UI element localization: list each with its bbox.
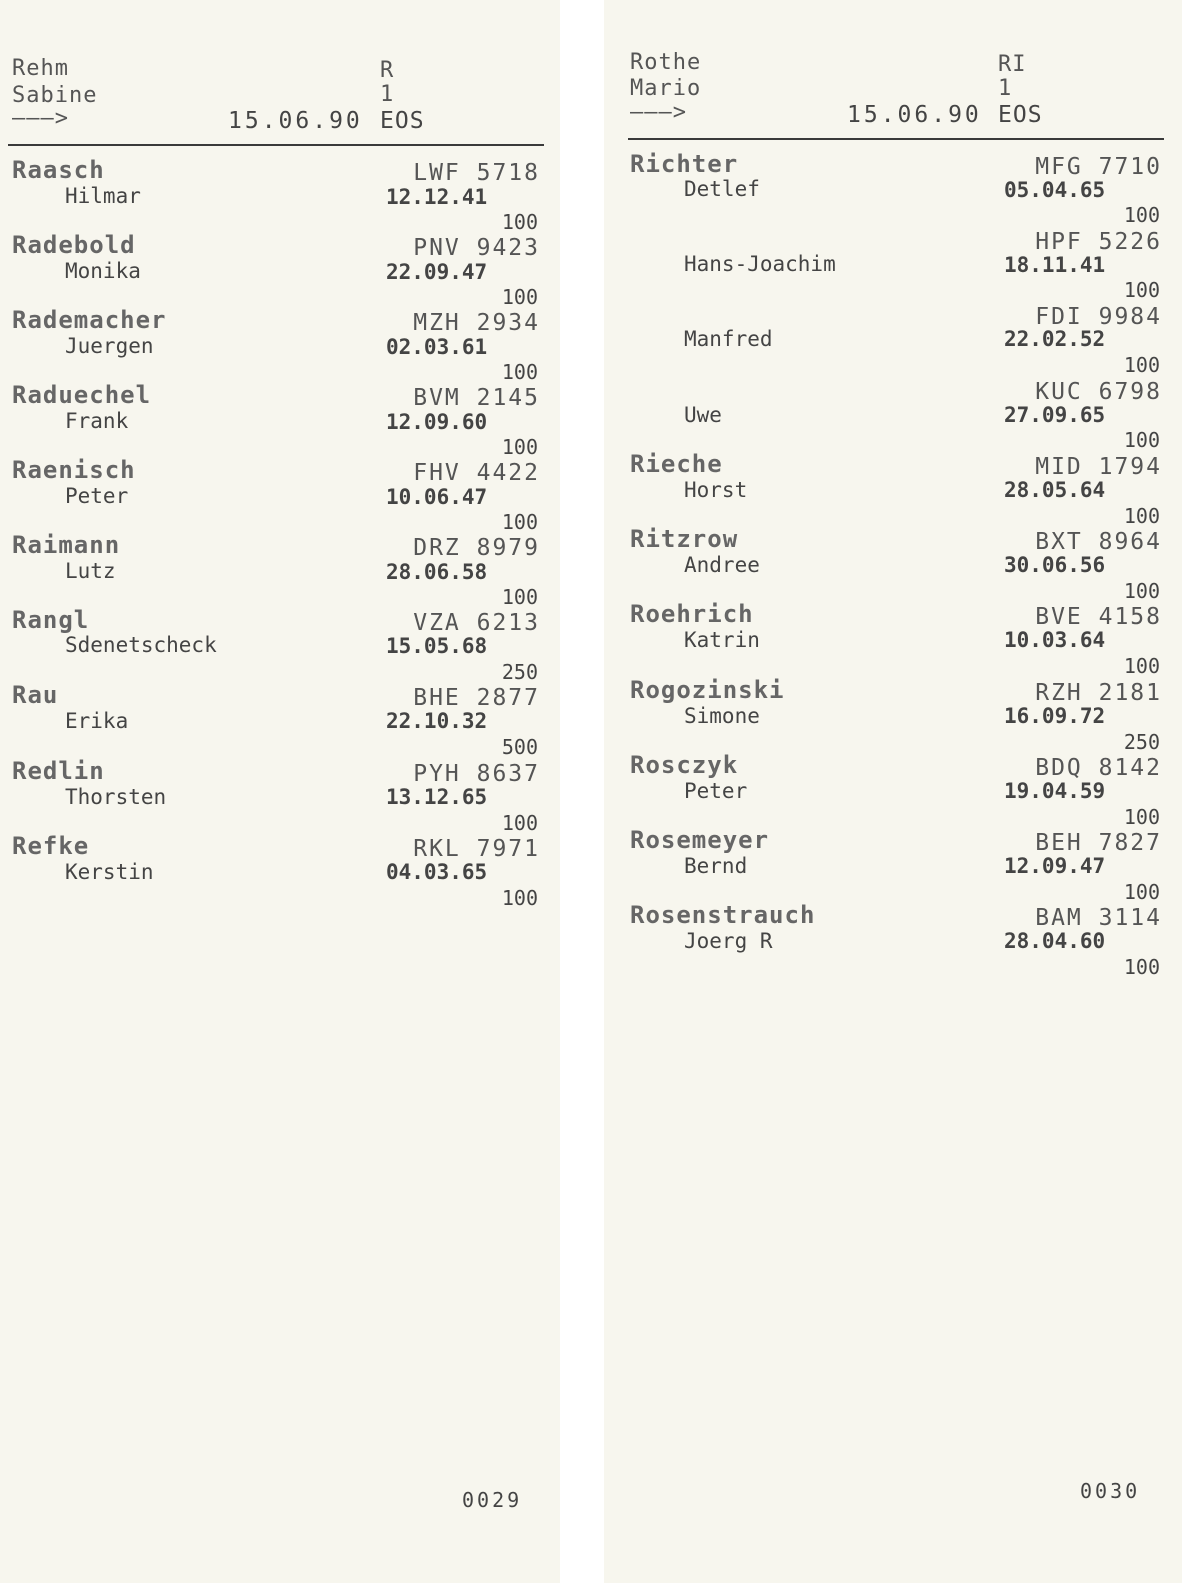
header-rule — [8, 144, 544, 146]
entry-firstname: Hilmar — [65, 184, 141, 208]
entry-code: RKL 7971 — [413, 836, 540, 862]
entry-code: VZA 6213 — [413, 610, 540, 636]
entry-surname: Raasch — [12, 156, 105, 184]
entry-dob: 02.03.61 — [386, 335, 488, 359]
header-school: EOS — [998, 102, 1043, 128]
entry-amount: 100 — [1123, 805, 1160, 829]
header-arrow: ———> — [12, 106, 69, 131]
entry-firstname: Andree — [684, 553, 760, 577]
entry-amount: 100 — [1123, 203, 1160, 227]
sheet-right — [604, 0, 1182, 1583]
entry-surname: Ritzrow — [630, 525, 739, 553]
entry-dob: 04.03.65 — [386, 860, 488, 884]
entry-firstname: Simone — [684, 704, 760, 728]
entry-amount: 100 — [501, 285, 538, 309]
entry-dob: 22.10.32 — [386, 709, 488, 733]
entry-surname: Rogozinski — [630, 676, 785, 704]
entry-code: BXT 8964 — [1035, 529, 1162, 555]
header-surname: Rothe — [630, 50, 702, 75]
entry-surname: Raimann — [12, 531, 121, 559]
entry-amount: 100 — [1123, 353, 1160, 377]
entry-dob: 19.04.59 — [1004, 779, 1106, 803]
entry-code: BEH 7827 — [1035, 830, 1162, 856]
entry-code: RZH 2181 — [1035, 680, 1162, 706]
entry-code: BHE 2877 — [413, 685, 540, 711]
entry-code: PNV 9423 — [413, 235, 540, 261]
entry-firstname: Juergen — [65, 334, 154, 358]
header-code: R — [380, 58, 395, 83]
header-number: 1 — [998, 76, 1013, 101]
header-code: RI — [998, 52, 1027, 77]
entry-firstname: Uwe — [684, 403, 722, 427]
entry-dob: 28.05.64 — [1004, 478, 1106, 502]
entry-surname: Rangl — [12, 606, 90, 634]
entry-surname: Redlin — [12, 757, 105, 785]
entry-code: DRZ 8979 — [413, 535, 540, 561]
entry-firstname: Horst — [684, 478, 748, 502]
entry-dob: 22.02.52 — [1004, 327, 1106, 351]
entry-amount: 100 — [501, 886, 538, 910]
header-date: 15.06.90 — [228, 108, 363, 134]
page-number: 0029 — [462, 1488, 523, 1512]
header-number: 1 — [380, 82, 395, 107]
entry-amount: 100 — [1123, 278, 1160, 302]
entry-code: BVE 4158 — [1035, 604, 1162, 630]
entry-amount: 100 — [1123, 880, 1160, 904]
entry-surname: Rieche — [630, 450, 723, 478]
entry-dob: 12.09.60 — [386, 410, 488, 434]
entry-amount: 100 — [501, 585, 538, 609]
entry-amount: 100 — [501, 435, 538, 459]
entry-code: BDQ 8142 — [1035, 755, 1162, 781]
entry-dob: 28.06.58 — [386, 560, 488, 584]
entry-dob: 15.05.68 — [386, 634, 488, 658]
entry-amount: 500 — [501, 735, 538, 759]
entry-firstname: Peter — [684, 779, 748, 803]
entry-dob: 05.04.65 — [1004, 178, 1106, 202]
entry-amount: 100 — [1123, 654, 1160, 678]
entry-firstname: Bernd — [684, 854, 748, 878]
entry-code: MZH 2934 — [413, 310, 540, 336]
entry-code: MFG 7710 — [1035, 154, 1162, 180]
header-arrow: ———> — [630, 100, 687, 125]
entry-dob: 22.09.47 — [386, 260, 488, 284]
entry-dob: 16.09.72 — [1004, 704, 1106, 728]
entry-dob: 27.09.65 — [1004, 403, 1106, 427]
entry-amount: 250 — [1123, 730, 1160, 754]
page-number: 0030 — [1080, 1479, 1141, 1503]
entry-surname: Roehrich — [630, 600, 754, 628]
entry-code: BVM 2145 — [413, 385, 540, 411]
entry-dob: 12.12.41 — [386, 185, 488, 209]
entry-firstname: Joerg R — [684, 929, 773, 953]
entry-surname: Rosemeyer — [630, 826, 770, 854]
entry-surname: Richter — [630, 150, 739, 178]
entry-firstname: Detlef — [684, 177, 760, 201]
entry-dob: 12.09.47 — [1004, 854, 1106, 878]
entry-dob: 28.04.60 — [1004, 929, 1106, 953]
entry-amount: 100 — [1123, 504, 1160, 528]
entry-firstname: Frank — [65, 409, 129, 433]
entry-dob: 30.06.56 — [1004, 553, 1106, 577]
entry-firstname: Peter — [65, 484, 129, 508]
entry-surname: Rosczyk — [630, 751, 739, 779]
entry-dob: 13.12.65 — [386, 785, 488, 809]
entry-code: LWF 5718 — [413, 160, 540, 186]
entry-dob: 10.03.64 — [1004, 628, 1106, 652]
entry-firstname: Erika — [65, 709, 129, 733]
entry-surname: Rademacher — [12, 306, 167, 334]
entry-amount: 100 — [501, 811, 538, 835]
entry-surname: Radebold — [12, 231, 136, 259]
header-rule — [628, 138, 1164, 140]
entry-surname: Rau — [12, 681, 59, 709]
entry-firstname: Monika — [65, 259, 141, 283]
entry-amount: 250 — [501, 660, 538, 684]
entry-amount: 100 — [1123, 579, 1160, 603]
entry-amount: 100 — [1123, 428, 1160, 452]
entry-code: BAM 3114 — [1035, 905, 1162, 931]
entry-code: FDI 9984 — [1035, 304, 1162, 330]
entry-firstname: Katrin — [684, 628, 760, 652]
entry-firstname: Sdenetscheck — [65, 633, 217, 657]
entry-amount: 100 — [501, 210, 538, 234]
header-school: EOS — [380, 108, 425, 134]
entry-firstname: Hans-Joachim — [684, 252, 836, 276]
entry-code: PYH 8637 — [413, 761, 540, 787]
header-date: 15.06.90 — [847, 102, 982, 128]
entry-dob: 18.11.41 — [1004, 253, 1106, 277]
header-surname: Rehm — [12, 56, 69, 81]
entry-code: HPF 5226 — [1035, 229, 1162, 255]
entry-firstname: Thorsten — [65, 785, 167, 809]
entry-code: KUC 6798 — [1035, 379, 1162, 405]
header-firstname: Mario — [630, 76, 702, 101]
entry-code: FHV 4422 — [413, 460, 540, 486]
entry-firstname: Manfred — [684, 327, 773, 351]
entry-amount: 100 — [501, 360, 538, 384]
entry-amount: 100 — [1123, 955, 1160, 979]
sheet-left — [0, 0, 560, 1583]
entry-surname: Refke — [12, 832, 90, 860]
entry-surname: Raduechel — [12, 381, 152, 409]
header-firstname: Sabine — [12, 83, 98, 108]
entry-firstname: Kerstin — [65, 860, 154, 884]
entry-surname: Raenisch — [12, 456, 136, 484]
entry-code: MID 1794 — [1035, 454, 1162, 480]
entry-surname: Rosenstrauch — [630, 901, 816, 929]
entry-amount: 100 — [501, 510, 538, 534]
entry-dob: 10.06.47 — [386, 485, 488, 509]
entry-firstname: Lutz — [65, 559, 116, 583]
